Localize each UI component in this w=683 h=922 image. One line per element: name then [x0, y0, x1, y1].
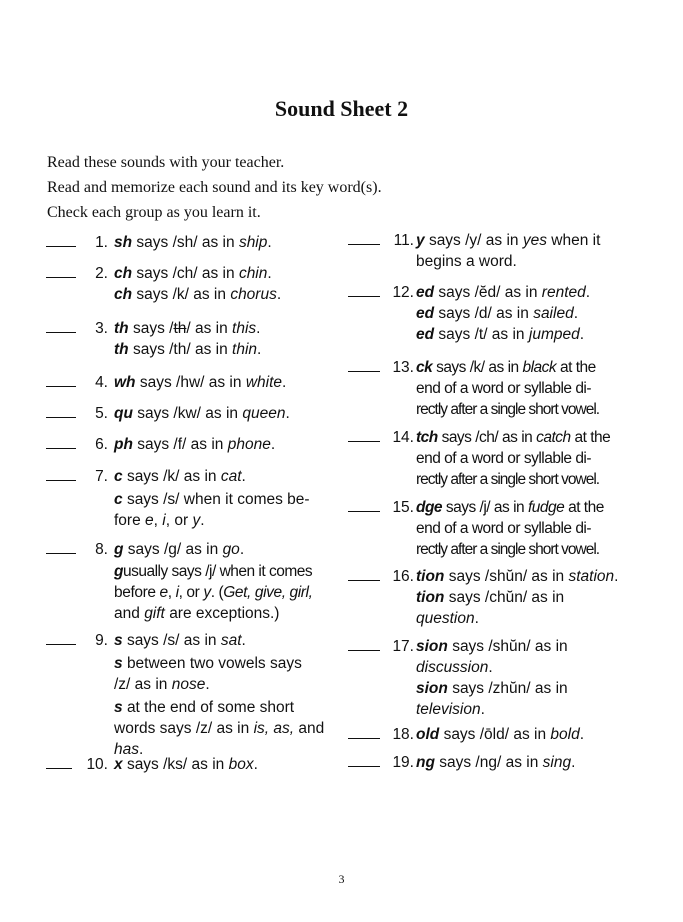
check-blank[interactable]	[348, 230, 380, 245]
entry-line	[416, 636, 638, 657]
phonogram: c	[114, 491, 123, 508]
rule-text: and	[298, 720, 325, 737]
punct: .	[480, 701, 485, 718]
phonogram: sion	[416, 638, 448, 655]
says-text: says /shŭn/ as in	[452, 638, 568, 655]
entry-line	[114, 697, 342, 718]
phonogram: ck	[416, 359, 433, 376]
says-text: says /k/ as in	[136, 286, 226, 303]
letter: y	[203, 584, 211, 601]
punct: .	[253, 756, 258, 773]
check-blank[interactable]	[46, 539, 76, 554]
key-word: white	[245, 374, 282, 391]
key-word: nose	[171, 676, 206, 693]
rule-text: between two vowels says	[126, 655, 302, 672]
phonogram: sh	[114, 234, 133, 251]
punct: ,	[167, 584, 172, 601]
says-text: says /ch/ as in	[136, 265, 235, 282]
entry-line	[114, 603, 342, 624]
instruction-line: Read and memorize each sound and its key word(s).	[47, 179, 382, 196]
punct: .	[285, 405, 290, 422]
says-text: says /k/ as in	[436, 359, 519, 376]
phonogram: g	[114, 541, 124, 558]
letter: i	[162, 512, 166, 529]
entry-number: 3.	[95, 320, 108, 337]
entry-line	[416, 608, 638, 629]
rule-text: are exceptions.)	[169, 605, 280, 622]
says-text: says /g/ as in	[127, 541, 219, 558]
entry-line	[416, 497, 638, 518]
key-word: catch	[536, 429, 571, 446]
check-blank[interactable]	[348, 497, 380, 512]
rule-text: before	[114, 584, 156, 601]
phonogram: ed	[416, 326, 435, 343]
entry-number: 14.	[392, 429, 414, 446]
key-word: thin	[232, 341, 258, 358]
entry-line	[114, 232, 342, 253]
phonogram: th	[114, 341, 129, 358]
entry-line	[114, 718, 342, 739]
entry-line	[114, 582, 342, 603]
check-blank[interactable]	[46, 630, 76, 645]
entry-line	[416, 699, 638, 720]
key-word: fudge	[527, 499, 565, 516]
key-word: is, as,	[253, 720, 295, 737]
rule-text: says /s/ when it comes be-	[126, 491, 310, 508]
punct: , or	[178, 584, 200, 601]
check-blank[interactable]	[348, 427, 380, 442]
rule-text: when it	[551, 232, 601, 249]
entry-line	[114, 539, 342, 560]
entry-line	[416, 724, 638, 745]
letter: i	[175, 584, 179, 601]
key-word: jumped	[528, 326, 580, 343]
key-word: box	[228, 756, 254, 773]
entry-line	[114, 561, 342, 582]
entry-number: 17.	[392, 638, 414, 655]
entry-line	[416, 251, 638, 272]
phonogram: x	[114, 756, 123, 773]
key-word: bold	[550, 726, 580, 743]
instruction-line: Check each group as you learn it.	[47, 204, 261, 221]
entry-line: end of a word or syllable di-	[416, 450, 592, 467]
key-word: phone	[227, 436, 271, 453]
entry-line: rectly after a single short vowel.	[416, 541, 600, 558]
rule-text: and	[114, 605, 140, 622]
key-word: television	[416, 701, 481, 718]
rule-text: at the end of some short	[126, 699, 295, 716]
key-word: chorus	[230, 286, 277, 303]
punct: .	[267, 234, 272, 251]
check-blank[interactable]	[46, 434, 76, 449]
punct: ,	[153, 512, 158, 529]
entry-number: 7.	[95, 468, 108, 485]
check-blank[interactable]	[348, 752, 380, 767]
says-text: says /s/ as in	[126, 632, 217, 649]
check-blank[interactable]	[46, 754, 72, 769]
punct: .	[267, 265, 272, 282]
entry-number: 2.	[95, 265, 108, 282]
punct: .	[270, 436, 276, 453]
rule-text: at the	[568, 499, 604, 516]
phonogram: tion	[416, 589, 445, 606]
entry-number: 11.	[393, 232, 414, 249]
letter: y	[192, 512, 201, 529]
key-word: rented	[541, 284, 586, 301]
entry-line	[114, 284, 342, 305]
says-text: / as in	[186, 320, 228, 337]
entry-line: end of a word or syllable di-	[416, 380, 592, 397]
instructions	[47, 150, 382, 225]
punct: .	[585, 284, 591, 301]
punct: .	[257, 341, 262, 358]
key-word: ship	[238, 234, 268, 251]
entry-number: 8.	[95, 541, 108, 558]
phonogram: ch	[114, 286, 133, 303]
says-text: says /ks/ as in	[126, 756, 225, 773]
check-blank[interactable]	[46, 466, 76, 481]
key-word: has	[114, 741, 139, 758]
entry-line	[416, 282, 638, 303]
entry-number: 4.	[95, 374, 108, 391]
entry-number: 15.	[392, 499, 414, 516]
check-blank[interactable]	[348, 724, 380, 739]
says-text: says /	[132, 320, 174, 337]
check-blank[interactable]	[348, 566, 380, 581]
punct: .	[579, 726, 585, 743]
rule-text: at the	[574, 429, 611, 446]
phonogram: ph	[114, 436, 133, 453]
key-word: this	[232, 320, 257, 337]
page-title: Sound Sheet 2	[274, 96, 409, 121]
punct: .	[139, 741, 144, 758]
punct: .	[474, 610, 479, 627]
rule-text: usually says /j/ when it comes	[122, 563, 313, 580]
punct: .	[571, 754, 576, 771]
punct: .	[579, 326, 585, 343]
phonogram: c	[114, 468, 123, 485]
punct: , or	[165, 512, 189, 529]
entry-line	[114, 318, 342, 339]
entry-line	[114, 339, 342, 360]
entry-line	[114, 754, 342, 775]
entry-line	[114, 466, 342, 487]
says-text: says /zhŭn/ as in	[452, 680, 568, 697]
key-word: gift	[144, 605, 165, 622]
phonogram: ed	[416, 305, 435, 322]
entry-line	[416, 587, 638, 608]
punct: .	[241, 632, 246, 649]
says-text: says /kw/ as in	[137, 405, 239, 422]
entry-line	[416, 303, 638, 324]
entry-number: 10.	[86, 756, 108, 773]
example-words: Get, give, girl,	[223, 584, 313, 601]
phonogram: wh	[114, 374, 136, 391]
phonogram: ch	[114, 265, 133, 282]
page-number: 3	[338, 872, 345, 886]
entry-line	[114, 489, 342, 510]
entry-number: 6.	[95, 436, 108, 453]
says-text: says /ng/ as in	[439, 754, 539, 771]
punct: .	[205, 676, 210, 693]
entry-line	[416, 324, 638, 345]
entry-line	[416, 657, 638, 678]
entry-line: rectly after a single short vowel.	[416, 471, 600, 488]
key-word: go	[222, 541, 240, 558]
phonogram: sion	[416, 680, 448, 697]
says-text: says /y/ as in	[428, 232, 519, 249]
entry-line	[114, 674, 342, 695]
says-text: says /th/ as in	[132, 341, 228, 358]
punct: .	[614, 568, 619, 585]
says-text: says /j/ as in	[445, 499, 525, 516]
check-blank[interactable]	[348, 636, 380, 651]
rule-text: /z/ as in	[114, 676, 168, 693]
entry-number: 18.	[392, 726, 414, 743]
voiced-th-symbol: th	[173, 320, 187, 337]
check-blank[interactable]	[348, 357, 380, 372]
letter: e	[159, 584, 168, 601]
phonogram: ng	[416, 754, 435, 771]
entry-number: 5.	[95, 405, 108, 422]
rule-text: begins a word.	[416, 253, 517, 270]
entry-line	[114, 653, 342, 674]
entry-line	[114, 630, 342, 651]
phonogram: old	[416, 726, 440, 743]
rule-text: fore	[114, 512, 141, 529]
says-text: says /chŭn/ as in	[448, 589, 565, 606]
key-word: sing	[542, 754, 572, 771]
punct: .	[239, 541, 245, 558]
punct: .	[276, 286, 282, 303]
entry-number: 9.	[95, 632, 108, 649]
key-word: station	[568, 568, 615, 585]
says-text: says /shŭn/ as in	[448, 568, 565, 585]
entry-number: 16.	[392, 568, 414, 585]
key-word: black	[522, 359, 557, 376]
entry-line	[114, 434, 342, 455]
entry-line	[416, 357, 638, 378]
rule-text: words says /z/ as in	[114, 720, 250, 737]
punct: .	[573, 305, 578, 322]
entry-line	[416, 566, 638, 587]
check-blank[interactable]	[46, 403, 76, 418]
check-blank[interactable]	[46, 263, 76, 278]
says-text: says /t/ as in	[438, 326, 525, 343]
entry-number: 1.	[95, 234, 108, 251]
says-text: says /sh/ as in	[136, 234, 235, 251]
punct: .	[282, 374, 287, 391]
rule-text: at the	[559, 359, 596, 376]
check-blank[interactable]	[46, 318, 76, 333]
entry-line	[114, 372, 342, 393]
phonogram: dge	[416, 499, 443, 516]
phonogram: y	[416, 232, 425, 249]
entry-line: rectly after a single short vowel.	[416, 401, 600, 418]
punct: .	[256, 320, 261, 337]
phonogram: g	[114, 563, 123, 580]
key-word: queen	[242, 405, 286, 422]
entry-line	[114, 403, 342, 424]
phonogram: th	[114, 320, 129, 337]
punct: . (	[210, 584, 224, 601]
entry-line	[416, 678, 638, 699]
instruction-line: Read these sounds with your teacher.	[47, 154, 285, 171]
check-blank[interactable]	[46, 232, 76, 247]
phonogram: tch	[416, 429, 438, 446]
says-text: says /hw/ as in	[139, 374, 242, 391]
entry-line	[416, 427, 638, 448]
says-text: says /d/ as in	[438, 305, 529, 322]
entry-number: 12.	[392, 284, 414, 301]
entry-line	[416, 230, 638, 251]
phonogram: tion	[416, 568, 445, 585]
entry-line	[114, 263, 342, 284]
entry-number: 13.	[392, 359, 414, 376]
says-text: says /f/ as in	[137, 436, 224, 453]
punct: .	[241, 468, 246, 485]
says-text: says /ĕd/ as in	[438, 284, 538, 301]
phonogram: ed	[416, 284, 435, 301]
key-word: sat	[220, 632, 242, 649]
phonogram: s	[114, 699, 123, 716]
check-blank[interactable]	[348, 282, 380, 297]
phonogram: qu	[114, 405, 133, 422]
key-word: cat	[220, 468, 242, 485]
says-text: says /ōld/ as in	[443, 726, 547, 743]
entry-line	[416, 752, 638, 773]
key-word: yes	[522, 232, 547, 249]
check-blank[interactable]	[46, 372, 76, 387]
letter: e	[145, 512, 154, 529]
phonogram: s	[114, 632, 123, 649]
punct: .	[200, 512, 205, 529]
says-text: says /k/ as in	[126, 468, 217, 485]
key-word: sailed	[533, 305, 574, 322]
punct: .	[488, 659, 493, 676]
entry-line: end of a word or syllable di-	[416, 520, 592, 537]
key-word: chin	[238, 265, 268, 282]
entry-line	[114, 510, 342, 531]
key-word: question	[416, 610, 475, 627]
entry-number: 19.	[392, 754, 414, 771]
phonogram: s	[114, 655, 123, 672]
key-word: discussion	[416, 659, 489, 676]
says-text: says /ch/ as in	[441, 429, 533, 446]
